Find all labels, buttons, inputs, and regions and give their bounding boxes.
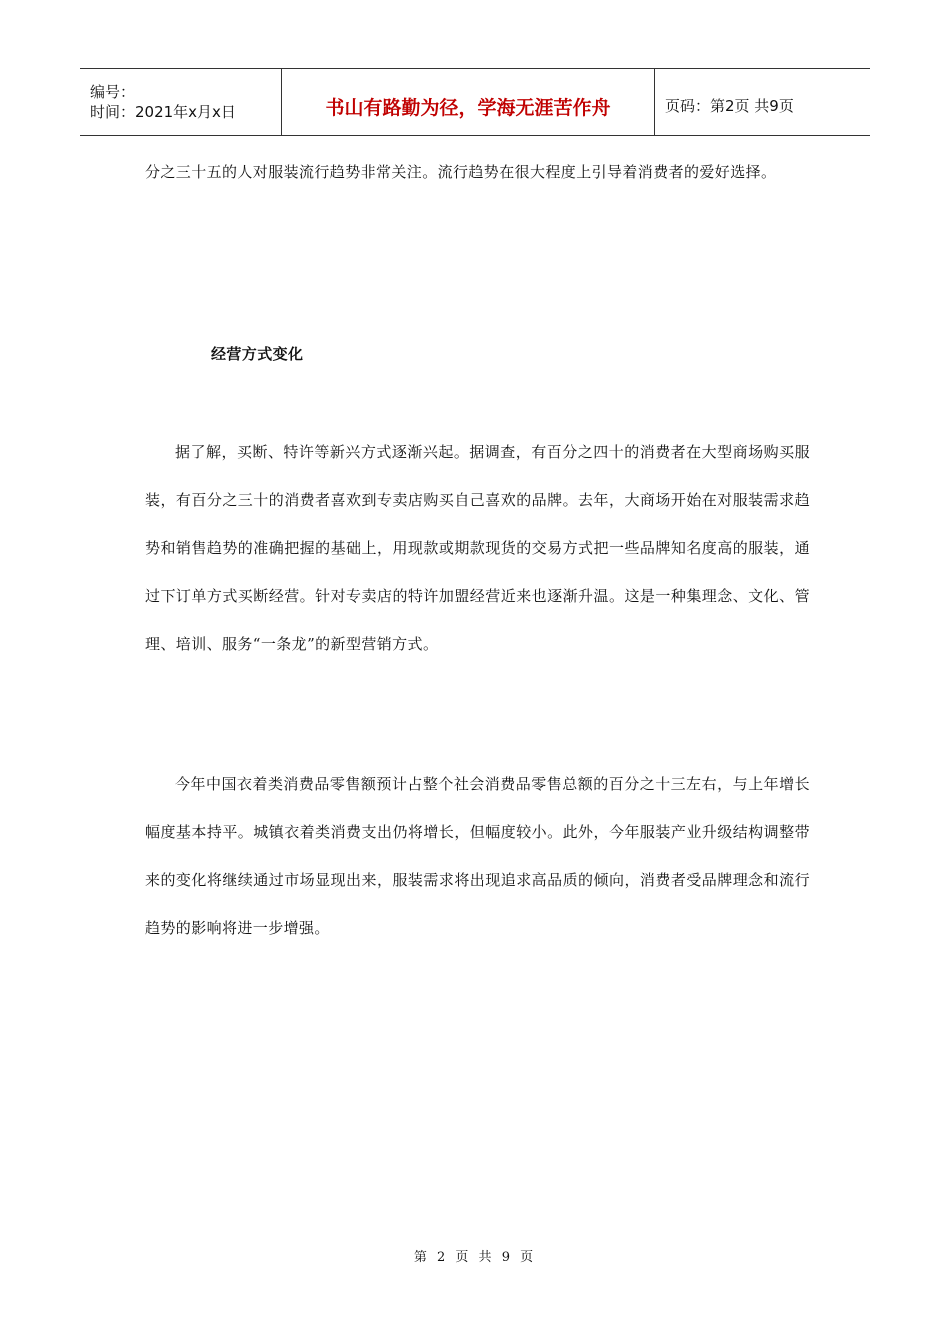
body-section-heading xyxy=(145,330,810,378)
header-meta xyxy=(80,69,282,135)
document-number-label: 编号： xyxy=(90,83,136,101)
section-heading: 经营方式变化 xyxy=(211,345,304,363)
header-page-info: 页码：第2页 共9页 xyxy=(665,96,794,115)
body-section-3 xyxy=(145,760,810,952)
page-footer: 第 2 页 共 9 页 xyxy=(413,1250,537,1265)
paragraph-continued: 分之三十五的人对服装流行趋势非常关注。流行趋势在很大程度上引导着消费者的爱好选择。 xyxy=(145,163,777,181)
body-section-2 xyxy=(145,428,810,668)
header-motto: 书山有路勤为径，学海无涯苦作舟 xyxy=(282,69,655,135)
paragraph-business-model: 据了解，买断、特许等新兴方式逐渐兴起。据调查，有百分之四十的消费者在大型商场购买服装，有百分之三十的消费者喜欢到专卖店购买自己喜欢的品牌。去年，大商场开始在对服装需求趋势和销售趋势的准确把握的基础上，用现款或期款现货的交易方式把一些品牌知名度高的服装，通过下订单方式买断经营。针对专卖店的特许加盟经营近来也逐渐升温。这是一种集理念、文化、管理、培训、服务“一条龙”的新型营销方式。 xyxy=(145,443,810,653)
body-section-1 xyxy=(145,148,810,196)
document-header xyxy=(80,68,870,136)
paragraph-retail-forecast: 今年中国衣着类消费品零售额预计占整个社会消费品零售总额的百分之十三左右，与上年增长幅度基本持平。城镇衣着类消费支出仍将增长，但幅度较小。此外，今年服装产业升级结构调整带来的变化将继续通过市场显现出来，服装需求将出现追求高品质的倾向，消费者受品牌理念和流行趋势的影响将进一步增强。 xyxy=(145,775,810,937)
document-date: 时间：2021年x月x日 xyxy=(90,103,236,121)
